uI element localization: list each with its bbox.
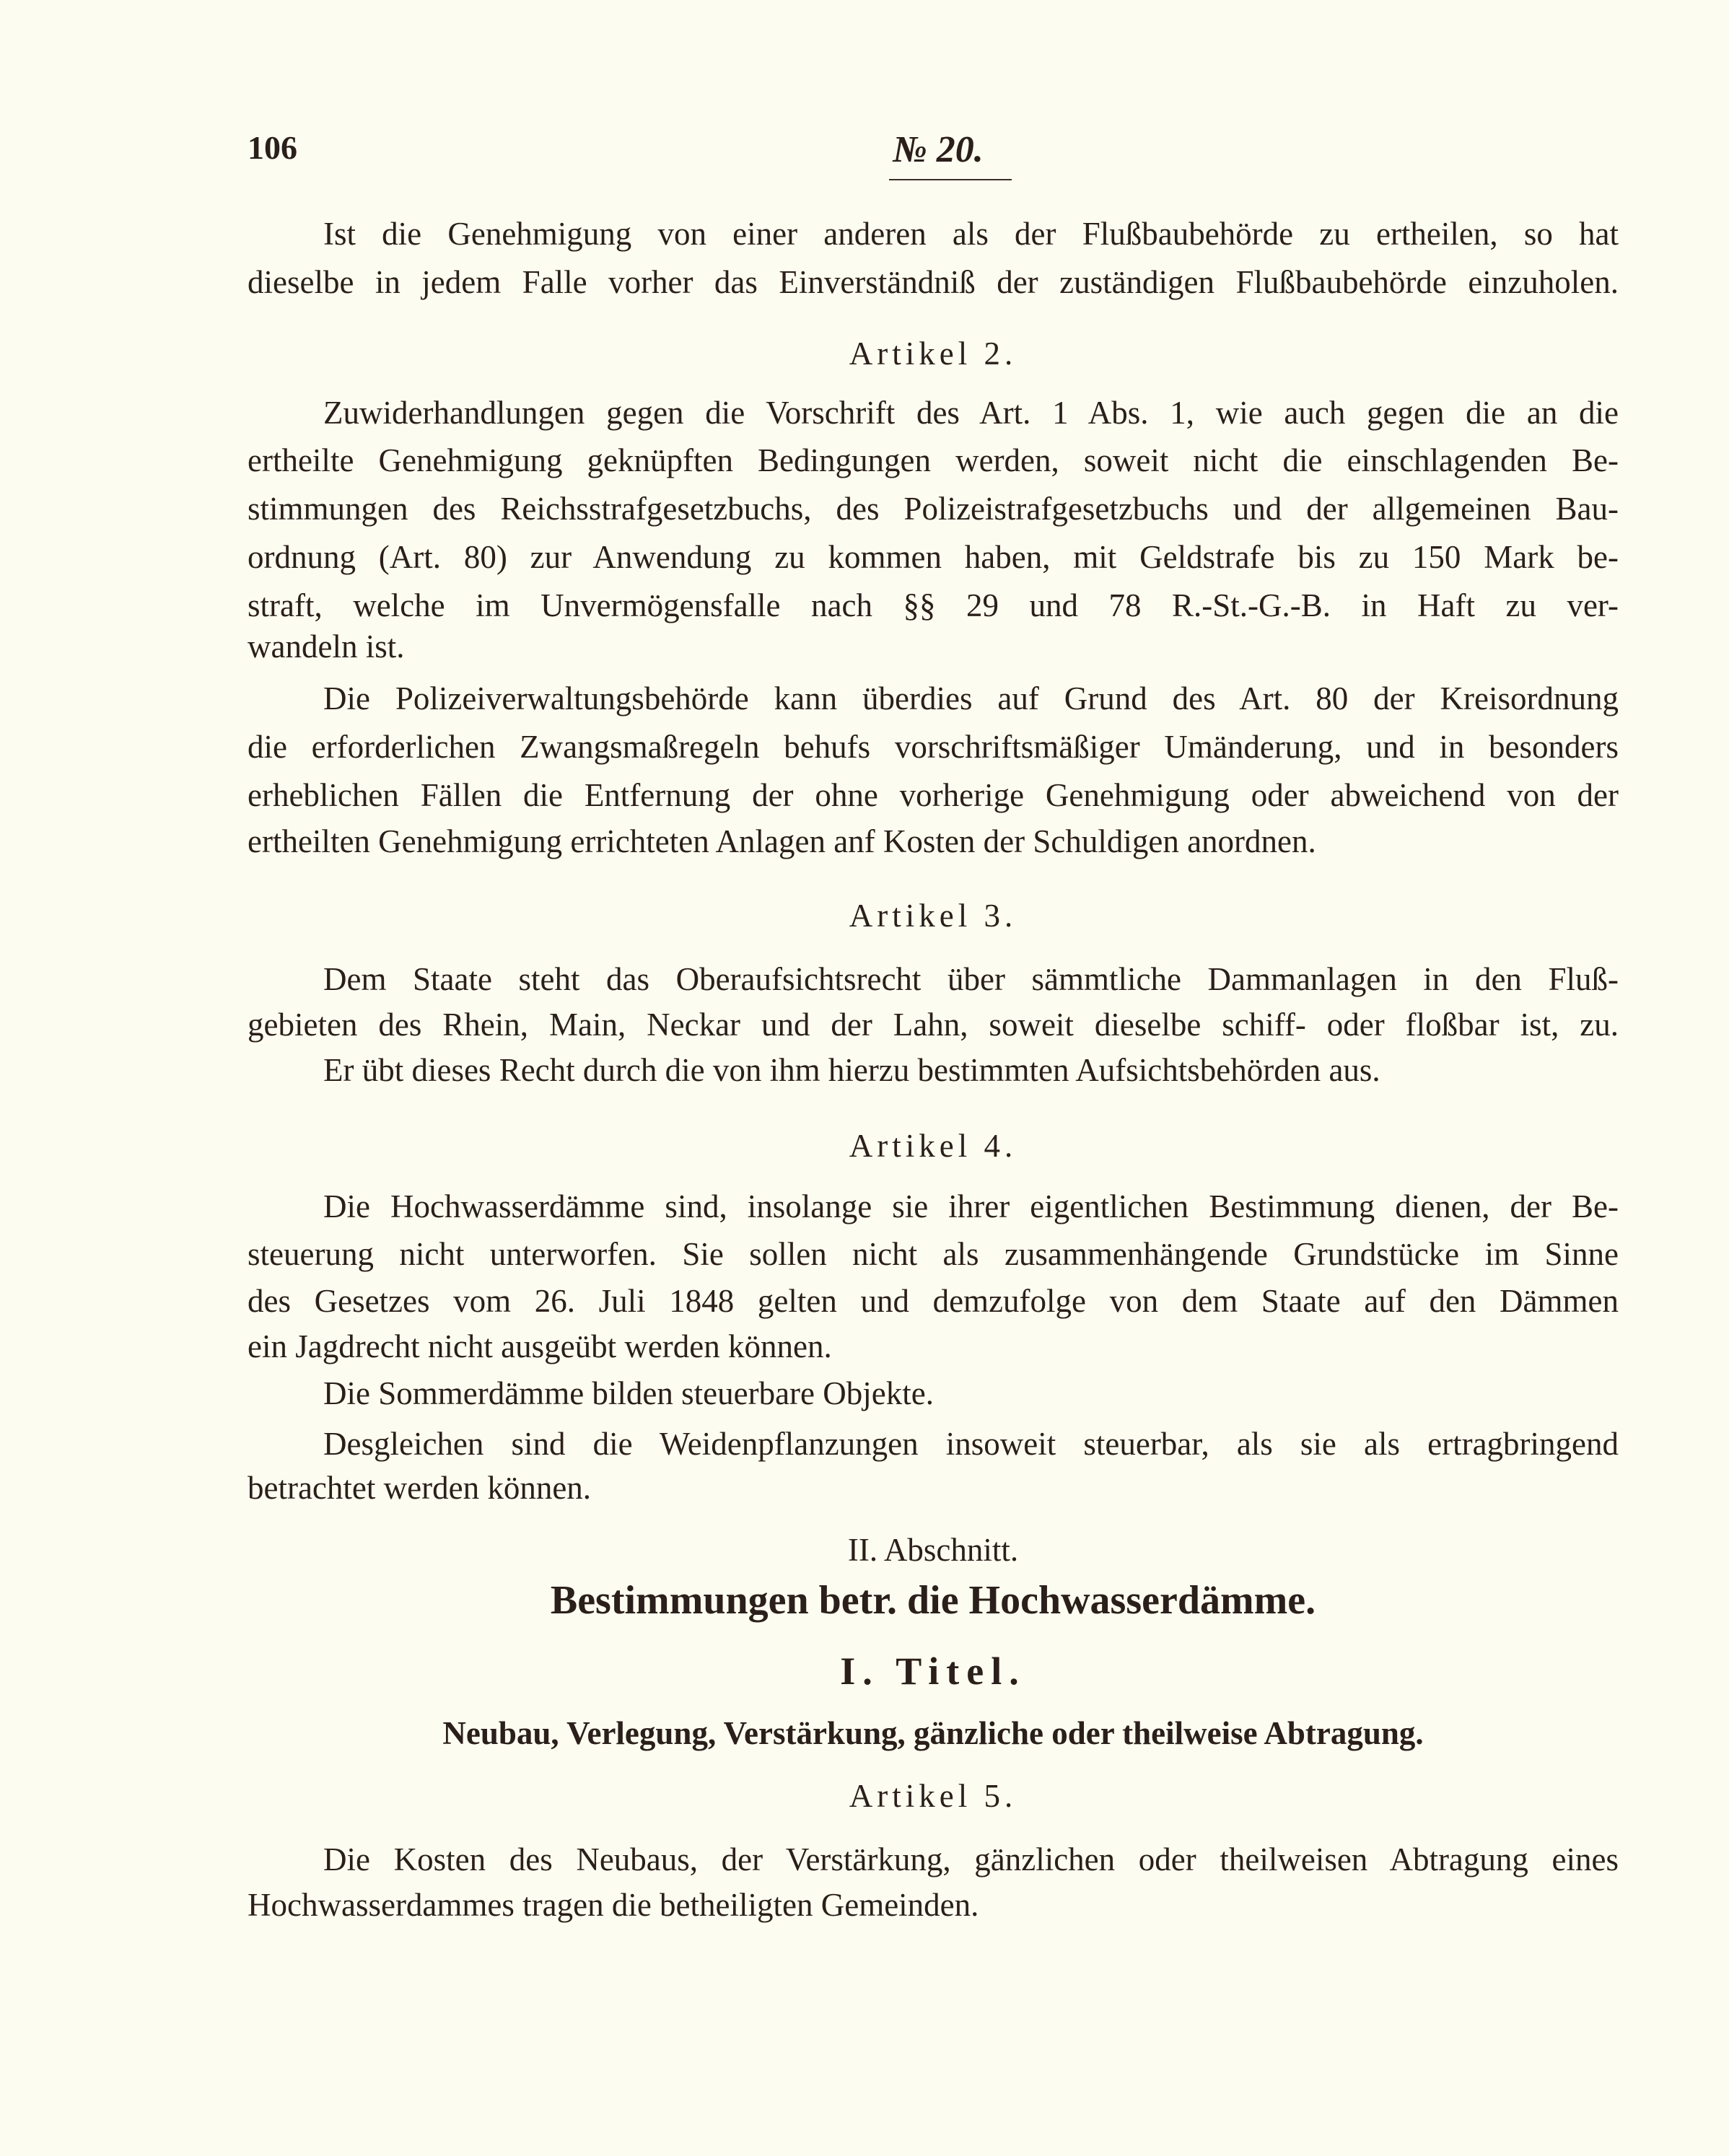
paragraph-line: ertheilten Genehmigung errichteten Anlagen anf Kosten der Schuldigen anordnen. [248, 823, 1316, 859]
paragraph-line: Die Hochwasserdämme sind, insolange sie ihrer eigentlichen Bestimmung dienen, der Be- [323, 1188, 1619, 1224]
issue-number: № 20. [893, 129, 984, 170]
paragraph-line: Die Kosten des Neubaus, der Verstärkung, gänzlichen oder theilweisen Abtragung eines [323, 1841, 1619, 1877]
paragraph-line: Die Polizeiverwaltungsbehörde kann überdies auf Grund des Art. 80 der Kreisordnung [323, 680, 1619, 717]
paragraph-line: stimmungen des Reichsstrafgesetzbuchs, des Polizeistrafgesetzbuchs und der allgemeinen Bau- [248, 491, 1619, 527]
paragraph-line: Zuwiderhandlungen gegen die Vorschrift des Art. 1 Abs. 1, wie auch gegen die an die [323, 395, 1619, 431]
title-subheading: Neubau, Verlegung, Verstärkung, gänzliche oder theilweise Abtragung. [442, 1715, 1424, 1751]
section-heading: II. Abschnitt. [847, 1532, 1019, 1568]
paragraph-line: des Gesetzes vom 26. Juli 1848 gelten und demzufolge von dem Staate auf den Dämmen [248, 1283, 1619, 1319]
paragraph-line: gebieten des Rhein, Main, Neckar und der Lahn, soweit dieselbe schiff- oder floßbar ist, zu. [248, 1007, 1619, 1043]
article-heading: Artikel 2. [849, 336, 1017, 372]
paragraph-line: erheblichen Fällen die Entfernung der ohne vorherige Genehmigung oder abweichend von der [248, 777, 1619, 813]
paragraph-line: wandeln ist. [248, 628, 405, 665]
paragraph-line: dieselbe in jedem Falle vorher das Einverständniß der zuständigen Flußbaubehörde einzuholen. [248, 264, 1619, 300]
title-heading: I. Titel. [840, 1649, 1026, 1693]
paragraph-line: ein Jagdrecht nicht ausgeübt werden können. [248, 1328, 832, 1364]
paragraph-line: Desgleichen sind die Weidenpflanzungen insoweit steuerbar, als sie als ertragbringend [323, 1426, 1619, 1462]
paragraph-line: steuerung nicht unterworfen. Sie sollen nicht als zusammenhängende Grundstücke im Sinne [248, 1236, 1619, 1272]
section-title: Bestimmungen betr. die Hochwasserdämme. [550, 1578, 1316, 1623]
header-rule [889, 179, 1012, 180]
paragraph-line: ertheilte Genehmigung geknüpften Bedingungen werden, soweit nicht die einschlagenden Be- [248, 442, 1619, 478]
paragraph-line: die erforderlichen Zwangsmaßregeln behufs vorschriftsmäßiger Umänderung, und in besonders [248, 729, 1619, 765]
article-heading: Artikel 3. [849, 898, 1017, 934]
paragraph-line: Er übt dieses Recht durch die von ihm hierzu bestimmten Aufsichtsbehörden aus. [323, 1052, 1380, 1088]
paragraph-line: ordnung (Art. 80) zur Anwendung zu kommen haben, mit Geldstrafe bis zu 150 Mark be- [248, 539, 1619, 575]
article-heading: Artikel 5. [849, 1778, 1017, 1814]
page-number: 106 [248, 129, 297, 166]
paragraph-line: Dem Staate steht das Oberaufsichtsrecht über sämmtliche Dammanlagen in den Fluß- [323, 961, 1619, 997]
paragraph-line: Die Sommerdämme bilden steuerbare Objekte. [323, 1375, 934, 1411]
article-heading: Artikel 4. [849, 1128, 1017, 1164]
paragraph-line: Hochwasserdammes tragen die betheiligten Gemeinden. [248, 1887, 979, 1923]
paragraph-line: straft, welche im Unvermögensfalle nach §§ 29 und 78 R.-St.-G.-B. in Haft zu ver- [248, 587, 1619, 623]
paragraph-line: Ist die Genehmigung von einer anderen als der Flußbaubehörde zu ertheilen, so hat [323, 216, 1619, 252]
paragraph-line: betrachtet werden können. [248, 1470, 592, 1506]
